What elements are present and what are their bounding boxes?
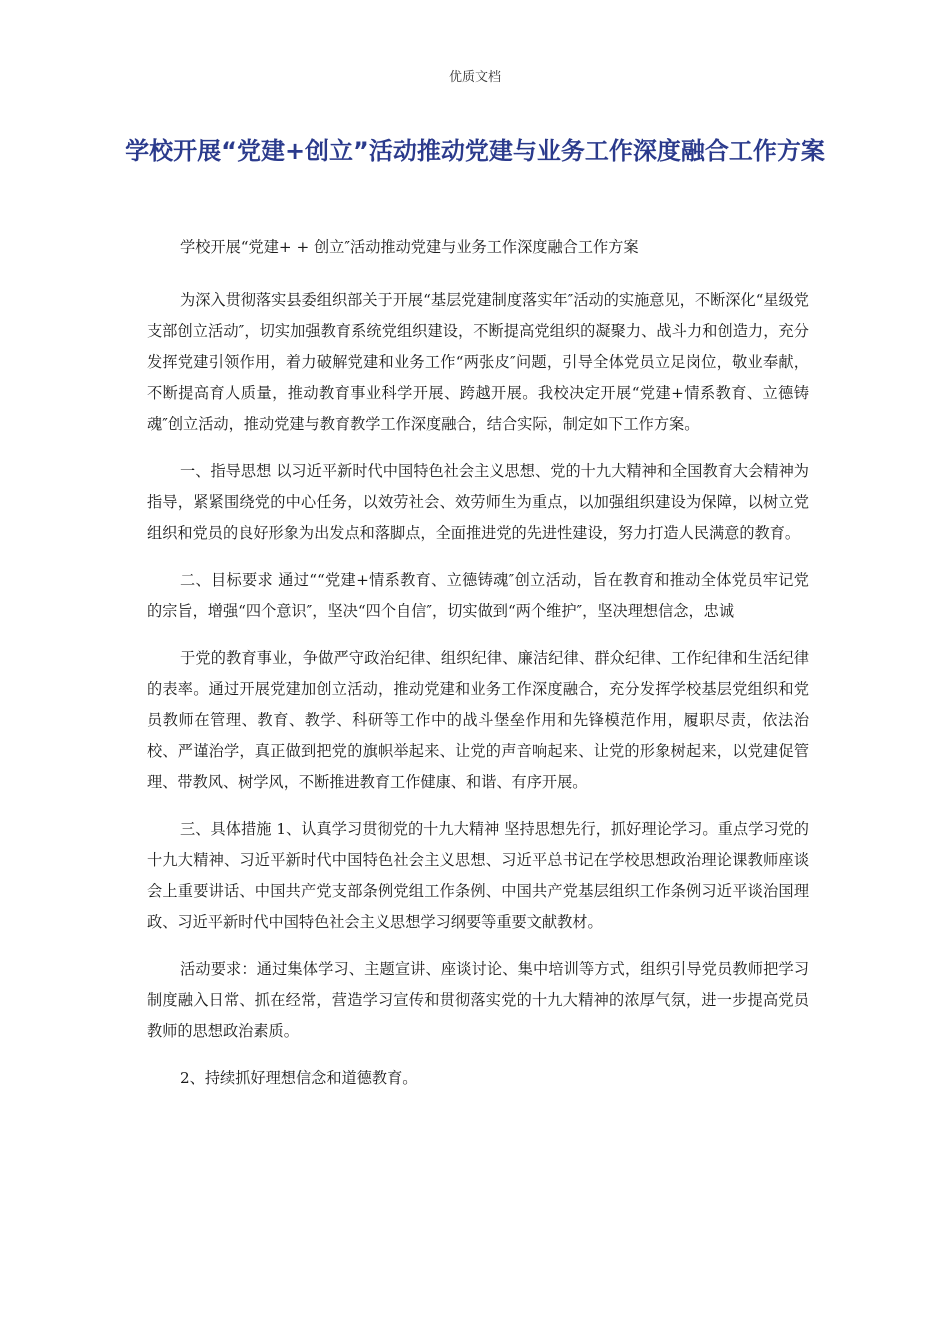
paragraph-objectives-continued: 于党的教育事业，争做严守政治纪律、组织纪律、廉洁纪律、群众纪律、工作纪律和生活纪律的表率。通过开展党建加创立活动，推动党建和业务工作深度融合，充分发挥学校基层党组织和党员教师在管理、教育、教学、科研等工作中的战斗堡垒作用和先锋模范作用，履职尽责，依法治校、严谨治学，真正做到把党的旗帜举起来、让党的声音响起来、让党的形象树起来，以党建促管理、带教风、树学风，不断推进教育工作健康、和谐、有序开展。 [147, 649, 809, 791]
paragraph-activity-requirements: 活动要求：通过集体学习、主题宣讲、座谈讨论、集中培训等方式，组织引导党员教师把学习制度融入日常、抓在经常，营造学习宣传和贯彻落实党的十九大精神的浓厚气氛，进一步提高党员教师的思想政治素质。 [147, 960, 809, 1040]
paragraph-guiding-ideology: 一、指导思想 以习近平新时代中国特色社会主义思想、党的十九大精神和全国教育大会精神为指导，紧紧围绕党的中心任务，以效劳社会、效劳师生为重点，以加强组织建设为保障，以树立党组织和党员的良好形象为出发点和落脚点，全面推进党的先进性建设，努力打造人民满意的教育。 [147, 462, 809, 542]
paragraph-objectives: 二、目标要求 通过““党建+情系教育、立德铸魂″创立活动，旨在教育和推动全体党员牢记党的宗旨，增强“四个意识″，坚决“四个自信″，切实做到“两个维护″，坚决理想信念，忠诚 [147, 571, 809, 620]
paragraph-measures: 三、具体措施 1、认真学习贯彻党的十九大精神 坚持思想先行，抓好理论学习。重点学习党的十九大精神、习近平新时代中国特色社会主义思想、习近平总书记在学校思想政治理论课教师座谈会上重要讲话、中国共产党支部条例党组工作条例、中国共产党基层组织工作条例习近平谈治国理政、习近平新时代中国特色社会主义思想学习纲要等重要文献教材。 [147, 820, 809, 931]
document-subtitle: 学校开展“党建+ + 创立″活动推动党建与业务工作深度融合工作方案 [180, 238, 639, 256]
document-title: 学校开展“党建+创立”活动推动党建与业务工作深度融合工作方案 [125, 137, 825, 165]
page-header-label: 优质文档 [448, 70, 501, 85]
document-body [147, 232, 809, 1110]
paragraph-item-2: 2、持续抓好理想信念和道德教育。 [180, 1069, 418, 1087]
paragraph-intro: 为深入贯彻落实县委组织部关于开展“基层党建制度落实年″活动的实施意见，不断深化“星级党支部创立活动″，切实加强教育系统党组织建设，不断提高党组织的凝聚力、战斗力和创造力，充分发挥党建引领作用，着力破解党建和业务工作“两张皮″问题，引导全体党员立足岗位，敬业奉献，不断提高育人质量，推动教育事业科学开展、跨越开展。我校决定开展“党建+情系教育、立德铸魂″创立活动，推动党建与教育教学工作深度融合，结合实际，制定如下工作方案。 [147, 291, 809, 433]
